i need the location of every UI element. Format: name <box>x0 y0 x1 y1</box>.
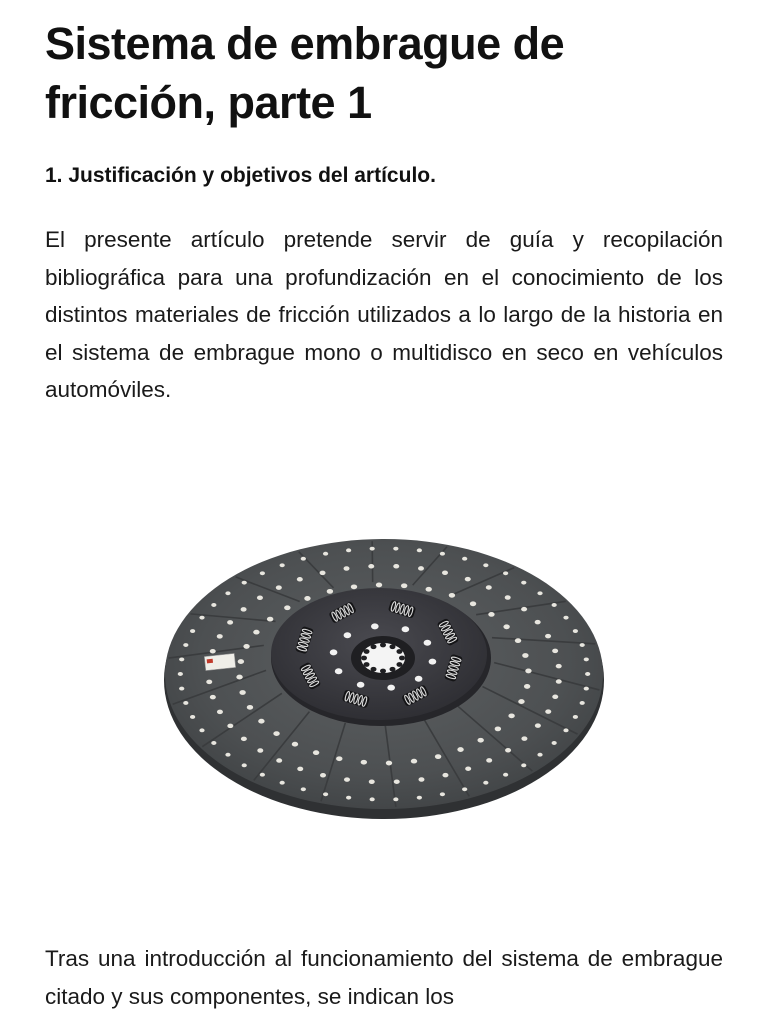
rivet-hole <box>301 787 306 791</box>
rivet-hole <box>179 657 184 661</box>
rivet-hole <box>242 581 247 585</box>
rivet-hole <box>521 607 527 612</box>
rivet-hole <box>552 741 557 745</box>
spline-tooth <box>361 656 367 661</box>
rivet-hole <box>418 566 424 571</box>
rivet-hole <box>346 796 351 800</box>
rivet-hole <box>370 547 375 551</box>
rivet-hole <box>505 595 511 600</box>
spline-tooth <box>399 656 405 661</box>
rivet-hole <box>470 601 476 606</box>
rivet-hole <box>323 552 328 556</box>
rivet-hole <box>292 742 298 747</box>
rivet-hole <box>483 781 488 785</box>
rivet-hole <box>211 603 216 607</box>
hub-hole <box>371 623 379 629</box>
article-title: Sistema de embrague de fricción, parte 1 <box>45 18 565 128</box>
rivet-hole <box>225 753 230 757</box>
rivet-hole <box>563 728 568 732</box>
rivet-hole <box>351 584 357 589</box>
rivet-hole <box>273 731 279 736</box>
rivet-hole <box>210 695 216 700</box>
rivet-hole <box>503 624 509 629</box>
paragraph-intro: El presente artículo pretende servir de guía y recopilación bibliográfica para una profundización en el conocimiento de los distintos materiales de fricción utilizados a lo largo de la historia en el sistema de embrague mono o multidisco en seco en vehículos automóviles. <box>45 227 723 402</box>
spline-tooth <box>390 644 396 649</box>
hub-hole <box>344 632 352 638</box>
rivet-hole <box>280 781 285 785</box>
rivet-hole <box>573 629 578 633</box>
rivet-hole <box>584 657 589 661</box>
rivet-hole <box>524 684 530 689</box>
rivet-hole <box>190 715 195 719</box>
rivet-hole <box>327 589 333 594</box>
rivet-hole <box>580 643 585 647</box>
rivet-hole <box>346 548 351 552</box>
rivet-hole <box>552 603 557 607</box>
spline-tooth <box>380 669 386 674</box>
rivet-hole <box>280 563 285 567</box>
rivet-hole <box>465 577 471 582</box>
rivet-hole <box>418 777 424 782</box>
rivet-hole <box>178 672 183 676</box>
sticker-mark <box>207 659 213 664</box>
rivet-hole <box>508 713 514 718</box>
hub-hole <box>330 649 338 655</box>
rivet-hole <box>243 644 249 649</box>
rivet-hole <box>440 792 445 796</box>
rivet-hole <box>535 620 541 625</box>
rivet-hole <box>393 564 399 569</box>
rivet-hole <box>227 620 233 625</box>
rivet-hole <box>258 719 264 724</box>
rivet-hole <box>535 723 541 728</box>
rivet-hole <box>238 659 244 664</box>
rivet-hole <box>257 748 263 753</box>
rivet-hole <box>239 690 245 695</box>
rivet-hole <box>552 649 558 654</box>
hub-hole <box>415 676 423 682</box>
rivet-hole <box>521 581 526 585</box>
rivet-hole <box>211 741 216 745</box>
rivet-hole <box>227 724 233 729</box>
rivet-hole <box>521 736 527 741</box>
rivet-hole <box>210 649 216 654</box>
spline-hole <box>361 643 405 673</box>
rivet-hole <box>253 630 259 635</box>
rivet-hole <box>515 638 521 643</box>
rivet-hole <box>276 758 282 763</box>
rivet-hole <box>521 763 526 767</box>
rivet-hole <box>183 643 188 647</box>
rivet-hole <box>304 596 310 601</box>
spline-tooth <box>390 667 396 672</box>
spline-tooth <box>371 667 377 672</box>
hub-hole <box>387 685 395 691</box>
rivet-hole <box>297 577 303 582</box>
rivet-hole <box>545 709 551 714</box>
rivet-hole <box>242 763 247 767</box>
rivet-hole <box>394 779 400 784</box>
rivet-hole <box>386 761 392 766</box>
rivet-hole <box>503 773 508 777</box>
rivet-hole <box>344 566 350 571</box>
rivet-hole <box>241 607 247 612</box>
rivet-hole <box>313 750 319 755</box>
rivet-hole <box>522 653 528 658</box>
rivet-hole <box>199 616 204 620</box>
rivet-hole <box>284 605 290 610</box>
rivet-hole <box>449 593 455 598</box>
rivet-hole <box>573 715 578 719</box>
spline-tooth <box>396 662 402 667</box>
rivet-hole <box>206 680 212 685</box>
rivet-hole <box>556 664 562 669</box>
rivet-hole <box>465 766 471 771</box>
hub-hole <box>357 682 365 688</box>
spline-tooth <box>371 644 377 649</box>
rivet-hole <box>401 583 407 588</box>
rivet-hole <box>505 748 511 753</box>
rivet-hole <box>241 737 247 742</box>
rivet-hole <box>217 710 223 715</box>
clutch-disc-image <box>45 430 723 930</box>
rivet-hole <box>276 585 282 590</box>
section-heading: 1. Justificación y objetivos del artículo. <box>45 164 436 187</box>
hub-hole <box>402 626 410 632</box>
rivet-hole <box>225 591 230 595</box>
rivet-hole <box>545 634 551 639</box>
rivet-hole <box>320 571 326 576</box>
rivet-hole <box>183 701 188 705</box>
rivet-hole <box>426 587 432 592</box>
rivet-hole <box>457 747 463 752</box>
rivet-hole <box>518 699 524 704</box>
rivet-hole <box>435 754 441 759</box>
hub-hole <box>335 668 343 674</box>
rivet-hole <box>393 547 398 551</box>
rivet-hole <box>462 557 467 561</box>
rivet-hole <box>368 564 374 569</box>
rivet-hole <box>537 753 542 757</box>
rivet-hole <box>217 634 223 639</box>
clutch-disc-illustration <box>45 430 723 930</box>
rivet-hole <box>260 773 265 777</box>
rivet-hole <box>301 557 306 561</box>
rivet-hole <box>199 728 204 732</box>
rivet-hole <box>393 797 398 801</box>
rivet-hole <box>552 695 558 700</box>
spline-tooth <box>380 643 386 648</box>
rivet-hole <box>486 585 492 590</box>
hub-hole <box>424 640 432 646</box>
spline-tooth <box>396 649 402 654</box>
rivet-hole <box>376 583 382 588</box>
rivet-hole <box>320 773 326 778</box>
rivet-hole <box>370 797 375 801</box>
rivet-hole <box>483 563 488 567</box>
rivet-hole <box>297 767 303 772</box>
rivet-hole <box>486 758 492 763</box>
rivet-hole <box>462 787 467 791</box>
paragraph-next: Tras una introducción al funcionamiento del sistema de embrague citado y sus componentes, se indican los <box>45 946 723 1009</box>
rivet-hole <box>442 571 448 576</box>
rivet-hole <box>417 548 422 552</box>
rivet-hole <box>369 779 375 784</box>
rivet-hole <box>580 701 585 705</box>
rivet-hole <box>267 617 273 622</box>
rivet-hole <box>585 672 590 676</box>
rivet-hole <box>417 796 422 800</box>
hub-hole <box>429 659 437 665</box>
rivet-hole <box>336 756 342 761</box>
rivet-hole <box>525 669 531 674</box>
spline-tooth <box>364 662 370 667</box>
rivet-hole <box>190 629 195 633</box>
rivet-hole <box>411 759 417 764</box>
rivet-hole <box>503 571 508 575</box>
rivet-hole <box>488 612 494 617</box>
rivet-hole <box>323 792 328 796</box>
rivet-hole <box>260 571 265 575</box>
rivet-hole <box>344 777 350 782</box>
rivet-hole <box>442 773 448 778</box>
rivet-hole <box>477 738 483 743</box>
rivet-hole <box>440 552 445 556</box>
rivet-hole <box>584 687 589 691</box>
rivet-hole <box>179 687 184 691</box>
rivet-hole <box>495 726 501 731</box>
spline-tooth <box>364 649 370 654</box>
rivet-hole <box>556 679 562 684</box>
rivet-hole <box>537 591 542 595</box>
rivet-hole <box>361 760 367 765</box>
rivet-hole <box>563 616 568 620</box>
rivet-hole <box>247 705 253 710</box>
rivet-hole <box>257 595 263 600</box>
rivet-hole <box>236 675 242 680</box>
